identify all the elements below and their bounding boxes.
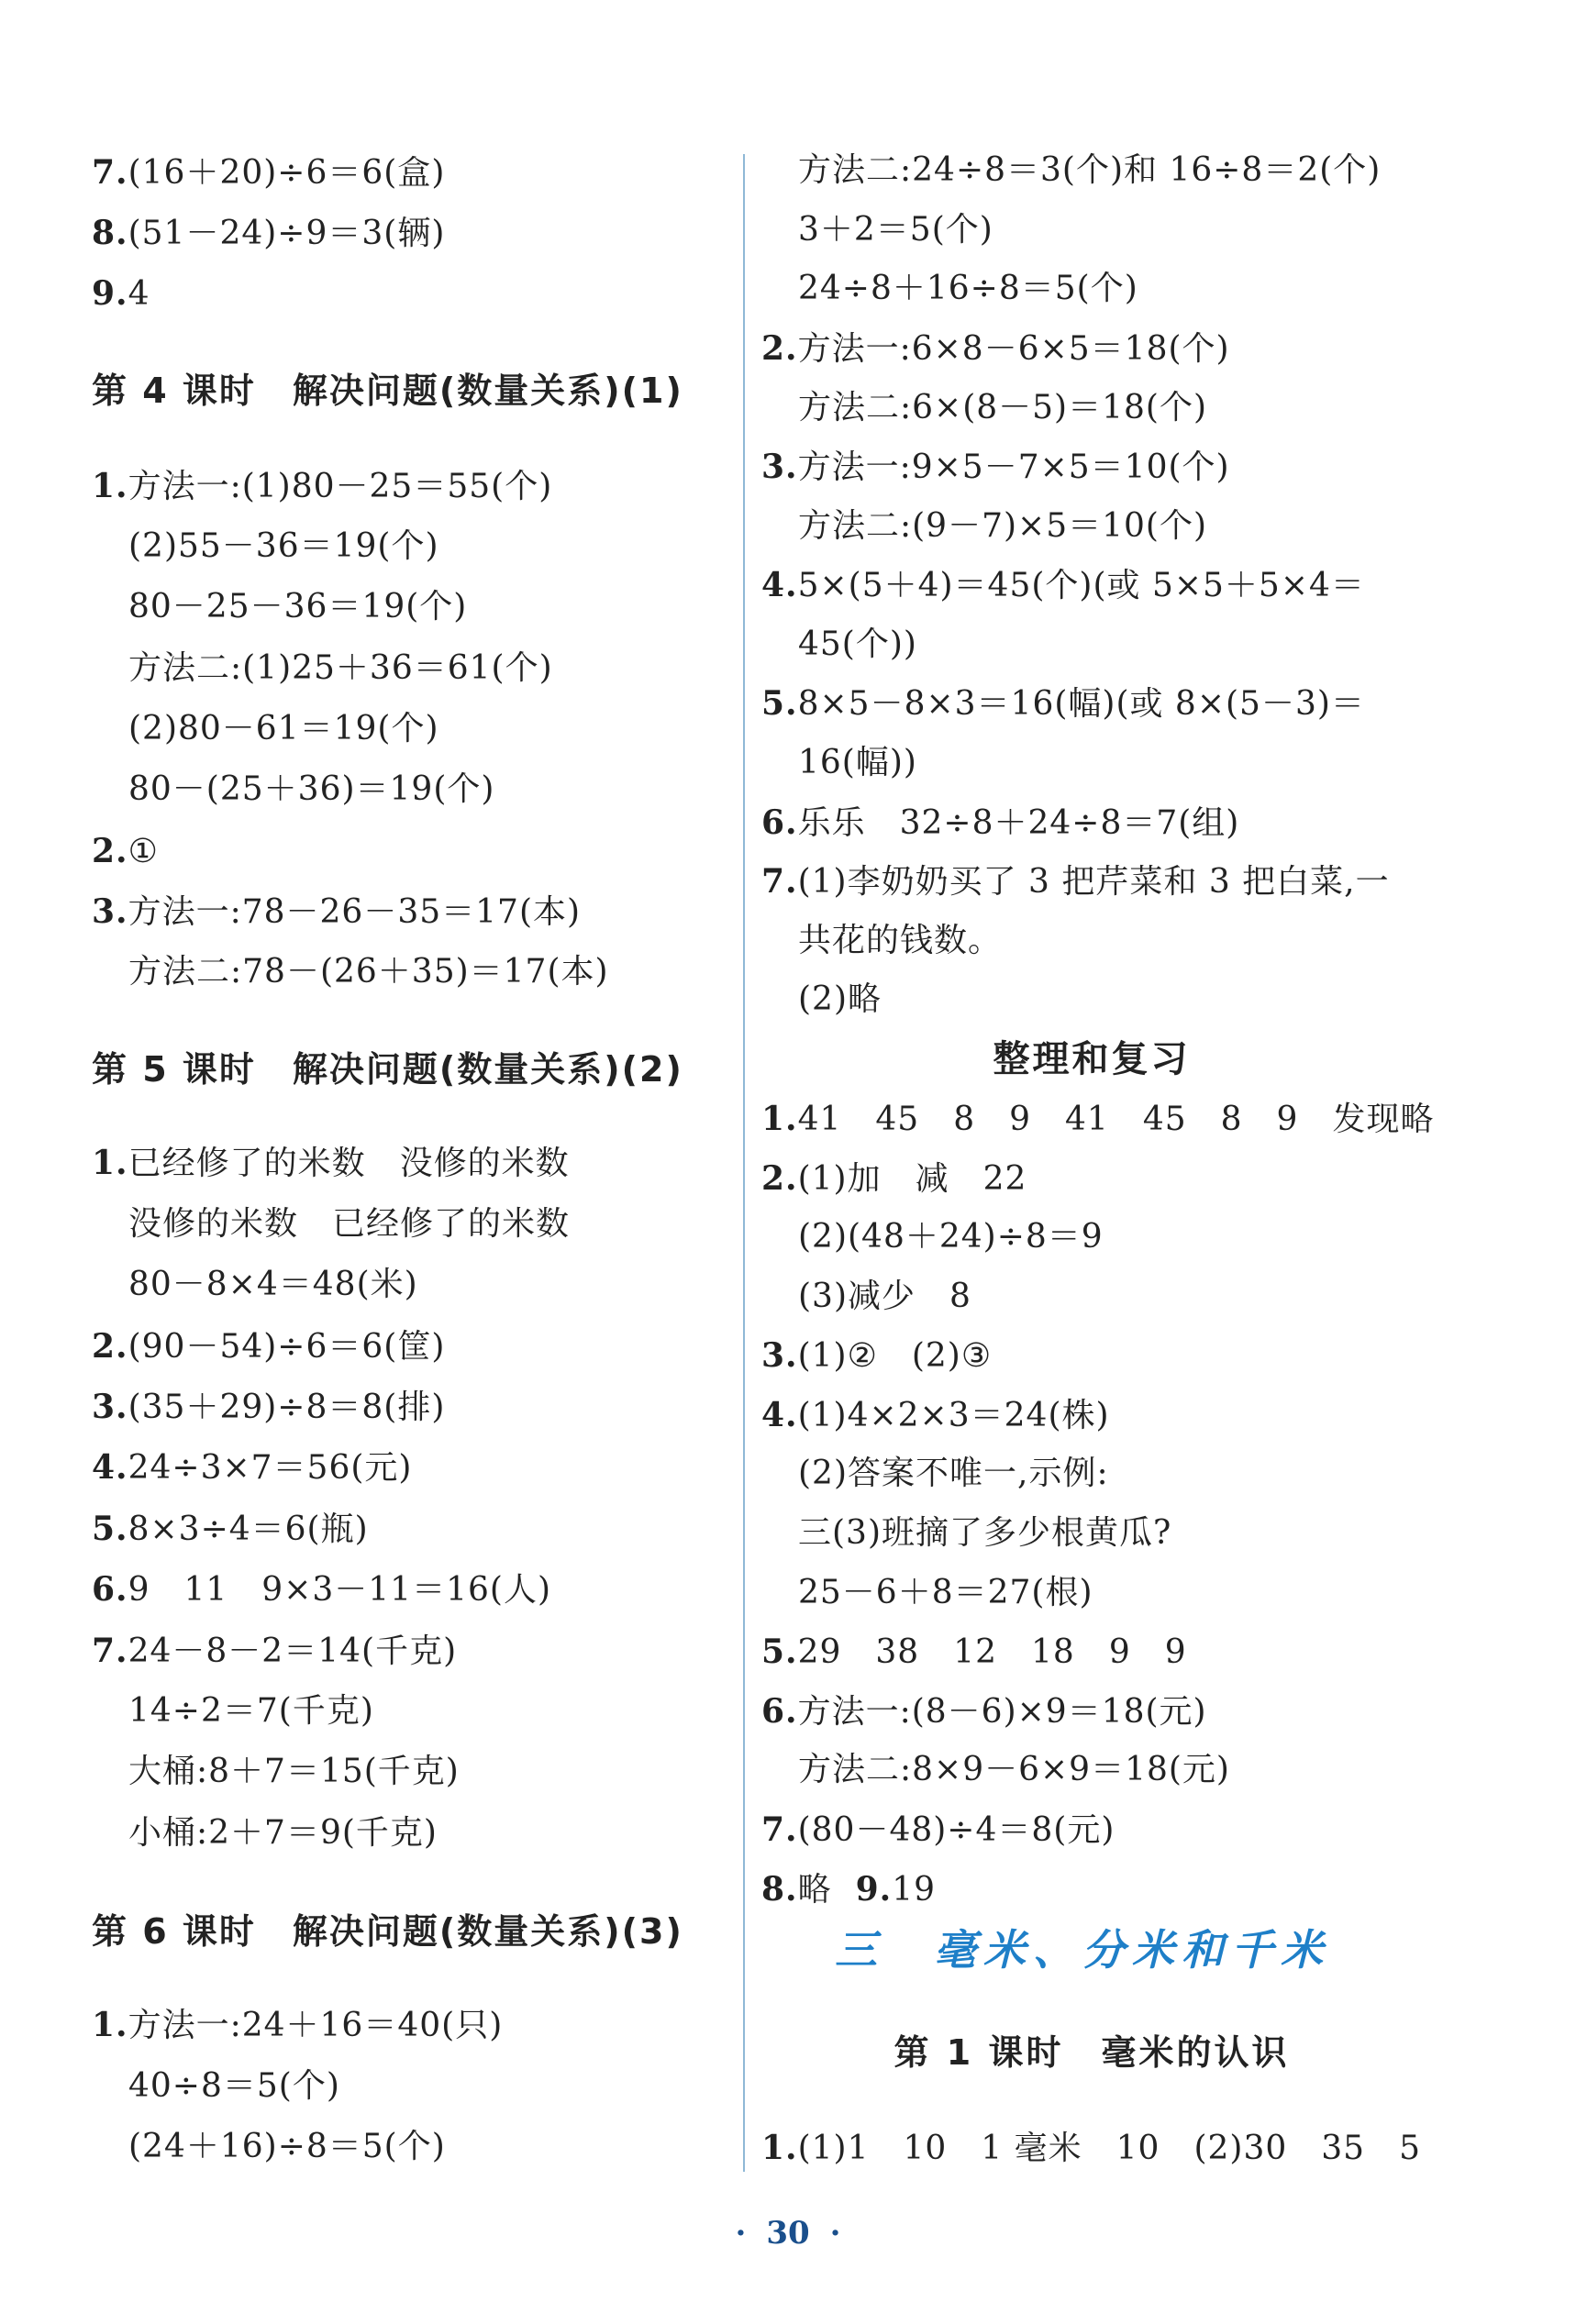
answer-line: (3)减少 8 — [798, 1278, 971, 1315]
answer-line: 方法二:78－(26＋35)＝17(本) — [128, 953, 609, 990]
lesson-heading: 第 1 课时 毫米的认识 — [893, 2032, 1290, 2073]
left-column — [92, 0, 734, 2201]
answer-line: (24＋16)÷8＝5(个) — [128, 2128, 446, 2165]
answer-line: 80－8×4＝48(米) — [128, 1266, 418, 1303]
answer-line: 7.(80－48)÷4＝8(元) — [761, 1810, 1115, 1849]
answer-line: 4.(1)4×2×3＝24(株) — [761, 1396, 1110, 1434]
answer-line: 45(个)) — [798, 625, 917, 663]
answer-line: 3＋2＝5(个) — [798, 211, 993, 249]
answer-line: (2)(48＋24)÷8＝9 — [798, 1218, 1104, 1256]
answer-line: 1.已经修了的米数 没修的米数 — [92, 1144, 570, 1182]
answer-line: 24÷8＋16÷8＝5(个) — [798, 270, 1138, 307]
column-divider — [743, 154, 745, 2172]
chapter-title: 三 毫米、分米和千米 — [835, 1925, 1330, 1975]
answer-line: 1.(1)1 10 1 毫米 10 (2)30 35 5 — [761, 2129, 1421, 2167]
answer-line: 6.9 11 9×3－11＝16(人) — [92, 1570, 551, 1609]
answer-line: 3.(35＋29)÷8＝8(排) — [92, 1388, 446, 1426]
answer-line: 4.24÷3×7＝56(元) — [92, 1448, 413, 1487]
answer-line: 方法二:(9－7)×5＝10(个) — [798, 507, 1207, 545]
answer-line: 7.(1)李奶奶买了 3 把芹菜和 3 把白菜,一 — [761, 862, 1390, 901]
dot-icon: · — [735, 2215, 747, 2252]
lesson-heading: 第 4 课时 解决问题(数量关系)(1) — [92, 371, 683, 411]
answer-line: 2.(90－54)÷6＝6(筐) — [92, 1327, 446, 1366]
answer-line: 2.① — [92, 832, 159, 870]
answer-line: 3.方法一:9×5－7×5＝10(个) — [761, 448, 1230, 486]
answer-line: 9.4 — [92, 274, 150, 313]
answer-line: (2)答案不唯一,示例: — [798, 1455, 1109, 1492]
page-number: · 30 · — [735, 2215, 841, 2252]
answer-line: 8.略 9.19 — [761, 1870, 937, 1909]
answer-line: 5.8×5－8×3＝16(幅)(或 8×(5－3)＝ — [761, 684, 1365, 723]
answer-line: 3.(1)② (2)③ — [761, 1336, 993, 1375]
answer-line: 7.(16＋20)÷6＝6(盒) — [92, 153, 446, 192]
answer-line: (2)80－61＝19(个) — [128, 710, 439, 747]
right-column — [761, 0, 1435, 2201]
answer-line: 方法二:6×(8－5)＝18(个) — [798, 389, 1207, 426]
answer-line: 小桶:2＋7＝9(千克) — [128, 1814, 438, 1852]
dot-icon: · — [829, 2215, 841, 2252]
answer-line: 6.乐乐 32÷8＋24÷8＝7(组) — [761, 803, 1240, 842]
answer-line: 16(幅)) — [798, 744, 917, 781]
answer-line: 2.方法一:6×8－6×5＝18(个) — [761, 329, 1230, 368]
lesson-heading: 第 6 课时 解决问题(数量关系)(3) — [92, 1911, 683, 1952]
answer-line: 5.8×3÷4＝6(瓶) — [92, 1510, 369, 1548]
answer-line: (2)略 — [798, 980, 882, 1018]
answer-line: 三(3)班摘了多少根黄瓜? — [798, 1514, 1172, 1552]
answer-line: 80－(25＋36)＝19(个) — [128, 770, 495, 808]
answer-line: 25－6＋8＝27(根) — [798, 1574, 1093, 1611]
answer-line: 80－25－36＝19(个) — [128, 588, 468, 625]
answer-line: 4.5×(5＋4)＝45(个)(或 5×5＋5×4＝ — [761, 566, 1365, 604]
answer-line: 3.方法一:78－26－35＝17(本) — [92, 892, 582, 931]
lesson-heading: 第 5 课时 解决问题(数量关系)(2) — [92, 1049, 683, 1090]
answer-line: 40÷8＝5(个) — [128, 2067, 340, 2105]
answer-line: 方法二:(1)25＋36＝61(个) — [128, 649, 553, 687]
answer-line: 大桶:8＋7＝15(千克) — [128, 1753, 460, 1790]
answer-line: 方法二:24÷8＝3(个)和 16÷8＝2(个) — [798, 151, 1382, 189]
answer-line: 8.(51－24)÷9＝3(辆) — [92, 214, 446, 252]
answer-line: 7.24－8－2＝14(千克) — [92, 1632, 458, 1670]
answer-line: 1.方法一:(1)80－25＝55(个) — [92, 467, 553, 505]
answer-line: 2.(1)加 减 22 — [761, 1159, 1027, 1198]
answer-line: (2)55－36＝19(个) — [128, 527, 439, 565]
answer-line: 1.41 45 8 9 41 45 8 9 发现略 — [761, 1100, 1435, 1138]
answer-line: 没修的米数 已经修了的米数 — [128, 1205, 571, 1243]
answer-line: 5.29 38 12 18 9 9 — [761, 1632, 1187, 1671]
answer-line: 14÷2＝7(千克) — [128, 1692, 374, 1730]
answer-line: 6.方法一:(8－6)×9＝18(元) — [761, 1692, 1207, 1731]
answer-line: 共花的钱数。 — [798, 922, 1003, 959]
answer-line: 方法二:8×9－6×9＝18(元) — [798, 1751, 1230, 1788]
answer-line: 1.方法一:24＋16＝40(只) — [92, 2006, 504, 2044]
review-section-title: 整理和复习 — [993, 1038, 1191, 1080]
